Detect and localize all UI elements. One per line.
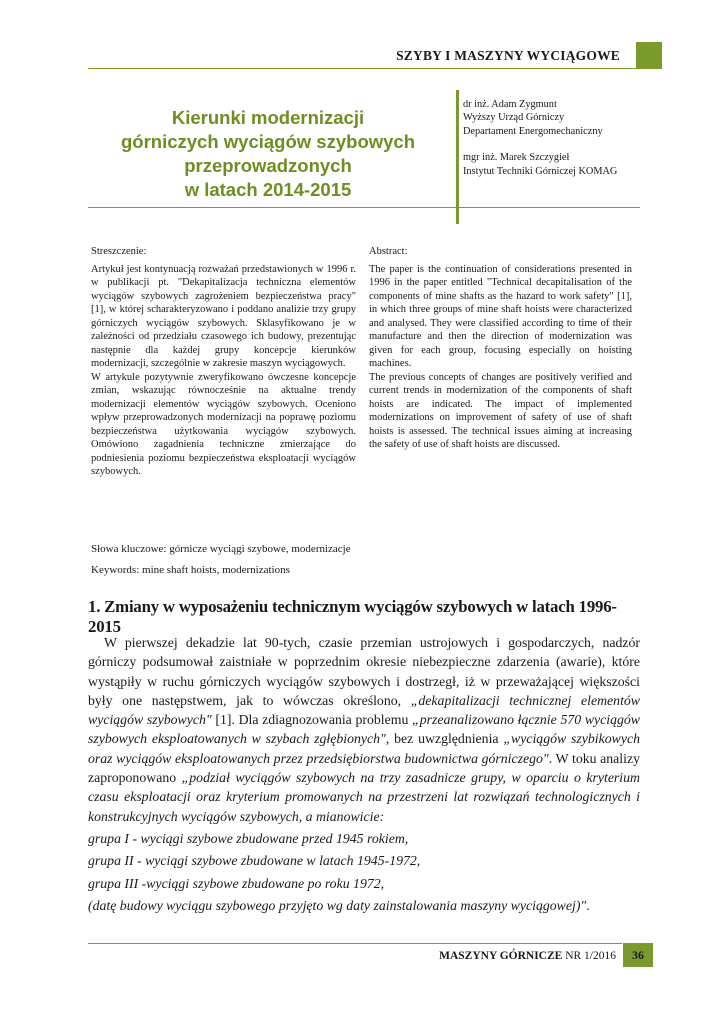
- quote-exclusions: „wyciągów szybikowych oraz wyciągów eksploatowanych przez przedsiębiorstwa budownictwa górniczego": [88, 731, 640, 766]
- title-vertical-rule: [456, 90, 459, 224]
- abstract-polish-label: Streszczenie:: [91, 246, 147, 257]
- header-rule: [88, 68, 636, 69]
- group-2-item: grupa II - wyciągi szybowe zbudowane w latach 1945-1972,: [88, 853, 421, 869]
- abstract-english-paragraph-2: The previous concepts of changes are positively verified and current trends in modernization of the components of shaft hoists are indicated. The impact of implemented modernizations on improvement of safety of use of shaft hoists is assessed. The technical issues aiming at increasing the safety of use of shaft hoists are discussed.: [369, 371, 632, 450]
- footer-journal: [380, 950, 616, 962]
- body-text-run: [1]. Dla zdiagnozowania problemu: [211, 712, 413, 728]
- footer-rule: [88, 943, 622, 944]
- quote-570-hoists: „przeanalizowano łącznie 570 wyciągów szybowych eksploatowanych w szybach zgłębionych": [88, 712, 640, 747]
- build-date-note-text: (datę budowy wyciągu szybowego przyjęto wg daty zainstalowania maszyny wyciągowej)": [88, 897, 587, 913]
- article-title: [88, 106, 448, 202]
- author-1-affiliation: Wyższy Urząd Górniczy: [463, 112, 565, 124]
- title-line-2: górniczych wyciągów szybowych: [120, 131, 416, 152]
- page-number: 36: [623, 943, 653, 967]
- title-line-1: Kierunki modernizacji: [171, 107, 365, 128]
- keywords-polish: Słowa kluczowe: górnicze wyciągi szybowe, modernizacje: [91, 543, 351, 555]
- journal-issue: NR 1/2016: [562, 950, 616, 962]
- body-text-run: , bez uwzględnienia: [385, 731, 504, 747]
- abstract-polish-paragraph-1: Artykuł jest kontynuacją rozważań przedstawionych w 1996 r. w publikacji pt. "Dekapitalizacja techniczna elementów wyciągów szybowych zagrożeniem bezpieczeństwa pracy" [1], w której scharakteryzowano i poddano analizie trzy grupy górniczych wyciągów szybowych. Sklasyfikowano je w zależności od przedziału czasowego ich budowy, prezentując następnie dla każdej grupy koncepcje kierunków modernizacji, szczególnie w zakresie maszyn wyciągowych.: [91, 263, 356, 369]
- abstract-polish-paragraph-2: W artykule pozytywnie zweryfikowano ówczesne koncepcje zmian, wskazując równocześnie na aktualne trendy modernizacji elementów wyciągów szybowych. Oceniono wpływ przeprowadzonych modernizacji na poprawę poziomu bezpieczeństwa użytkowania wyciągów szybowych. Omówiono zagadnienia techniczne zmierzające do podniesienia poziomu bezpieczeństwa eksploatacji wyciągów szybowych.: [91, 371, 356, 477]
- author-2-affiliation: Instytut Techniki Górniczej KOMAG: [463, 165, 618, 177]
- running-header-title: SZYBY I MASZYNY WYCIĄGOWE: [396, 48, 620, 63]
- section-heading: 1. Zmiany w wyposażeniu technicznym wyciągów szybowych w latach 1996-2015: [88, 597, 617, 636]
- title-line-4: w latach 2014-2015: [184, 179, 352, 200]
- group-1-item: grupa I - wyciągi szybowe zbudowane przed 1945 rokiem,: [88, 830, 409, 846]
- body-paragraph: [88, 633, 640, 826]
- abstract-english-paragraph-1: The paper is the continuation of considerations presented in 1996 in the paper entitled "Technical decapitalisation of the components of mine shafts as the hazard to work safety" [1], in which three groups of mine shaft hoists were characterized and analysed. They were classified according to time of their manufacture and then the direction of modernization was given for each group, focusing especially on hoisting machines.: [369, 263, 632, 369]
- abstract-english: [369, 245, 632, 452]
- journal-name: MASZYNY GÓRNICZE: [439, 950, 563, 962]
- title-line-3: przeprowadzonych: [184, 155, 352, 176]
- author-2-name: mgr inż. Marek Szczygieł: [463, 152, 570, 164]
- group-3-item: grupa III -wyciągi szybowe zbudowane po roku 1972,: [88, 875, 385, 891]
- abstract-english-label: Abstract:: [369, 246, 408, 257]
- quote-dekapitalizacja: „dekapitalizacji technicznej elementów wyciągów szybowych": [88, 692, 640, 728]
- keywords-english: Keywords: mine shaft hoists, modernizations: [91, 564, 290, 576]
- abstract-polish: [91, 245, 356, 479]
- quote-classification: „podział wyciągów szybowych na trzy zasadnicze grupy, w oparciu o kryterium czasu eksploatacji oraz kryterium promowanych na przestrzeni lat rozwiązań technologicznych i konstrukcyjnych wyciągów szybowych, a mianowicie:: [88, 770, 641, 824]
- body-text-run: . W toku analizy zaproponowano: [88, 750, 640, 786]
- body-text-run: W pierwszej dekadzie lat 90-tych, czasie przemian ustrojowych i gospodarczych, nadzór górniczy podsumował zaistniałe w poprzednim okresie niebezpieczne zdarzenia (awarie), które wystąpiły w ruchu górniczych wyciągów szybowych i dostrzegł, iż w przeważającej większości były one następstwem, jak to wówczas określono,: [88, 635, 640, 708]
- author-1-name: dr inż. Adam Zygmunt: [463, 99, 557, 110]
- build-date-note-period: .: [586, 897, 590, 913]
- section-body: [88, 633, 640, 915]
- author-block: [463, 98, 663, 178]
- header-accent-square: [636, 42, 662, 69]
- build-date-note: [88, 896, 640, 915]
- title-horizontal-rule: [88, 207, 640, 208]
- author-1-department: Departament Energomechaniczny: [463, 125, 603, 137]
